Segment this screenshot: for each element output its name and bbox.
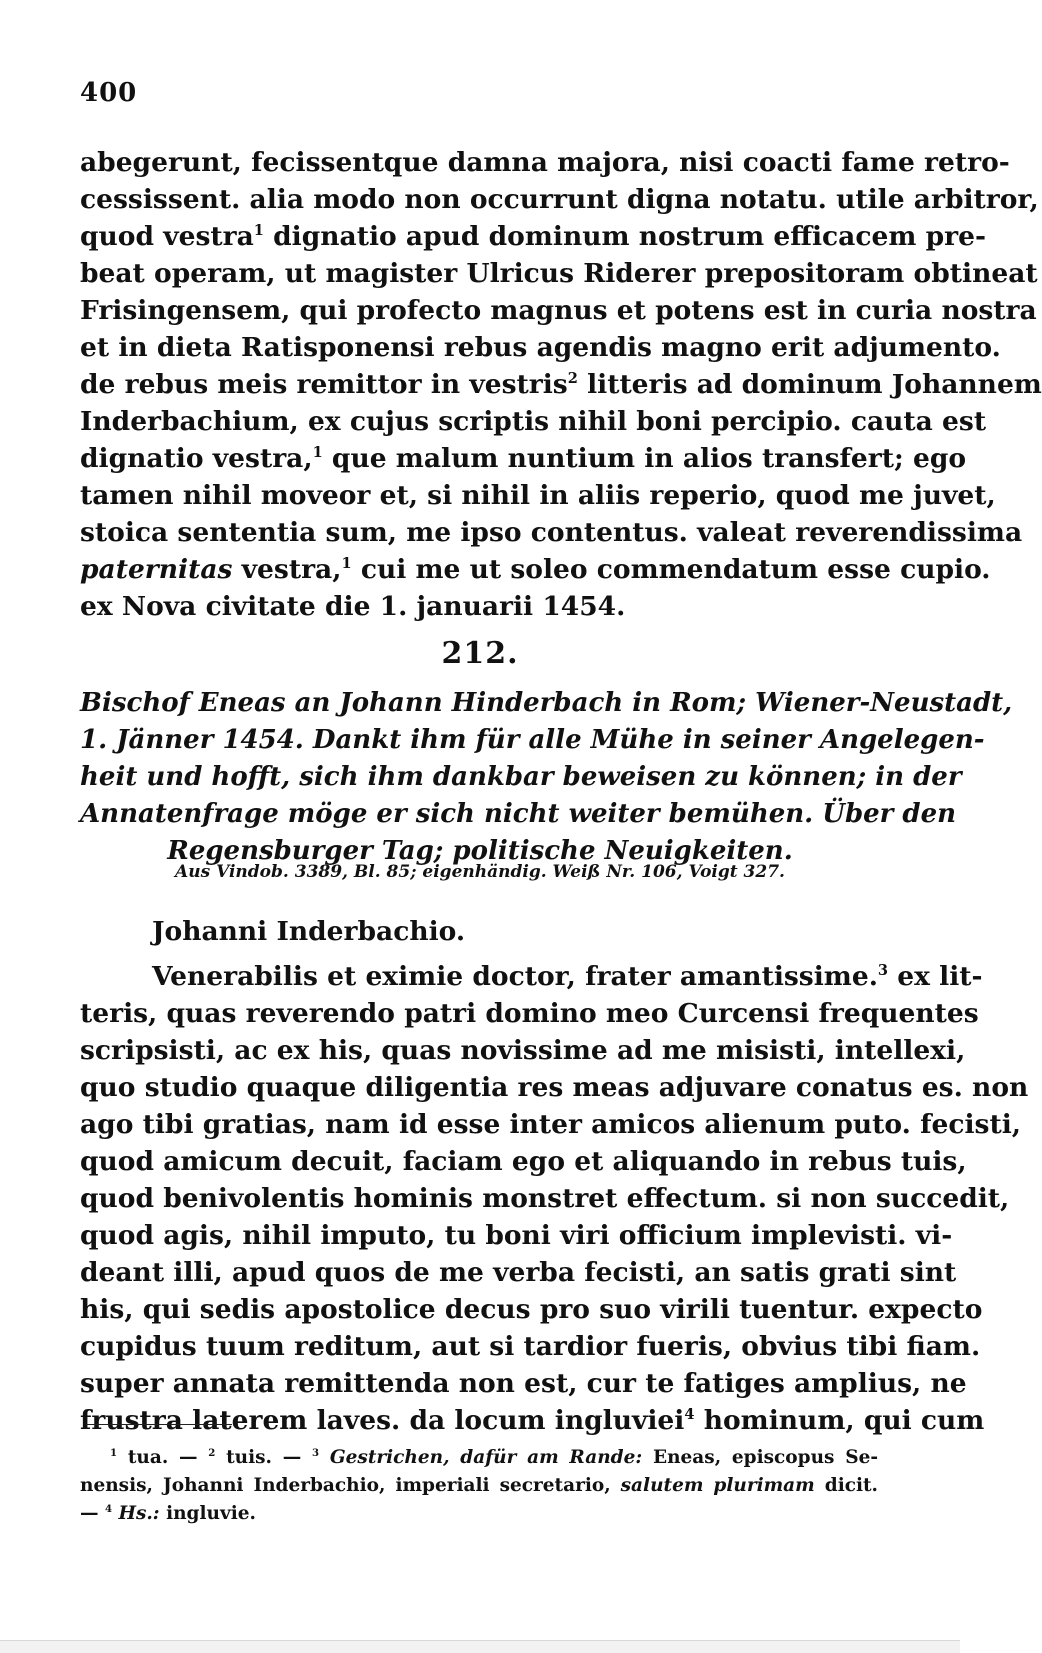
text-line: his, qui sedis apostolice decus pro suo virili tuentur. expecto	[80, 1294, 983, 1325]
text-line: stoica sententia sum, me ipso contentus. valeat reverendissima	[80, 517, 1023, 548]
text-line: ex Nova civitate die 1. januarii 1454.	[80, 591, 626, 622]
text-line: ago tibi gratias, nam id esse inter amicos alienum puto. fecisti,	[80, 1109, 1021, 1140]
footnote-ref: 4	[684, 1405, 695, 1423]
regest-line: heit und hofft, sich ihm dankbar beweisen zu können; in der	[80, 762, 962, 792]
text-line: cupidus tuum reditum, aut si tardior fueris, obvius tibi fiam.	[80, 1331, 981, 1362]
text-line: quod amicum decuit, faciam ego et aliquando in rebus tuis,	[80, 1146, 967, 1177]
regest-line: 1. Jänner 1454. Dankt ihm für alle Mühe in seiner Angelegen-	[80, 725, 985, 755]
page-bottom-edge	[0, 1640, 960, 1653]
footnote-rule	[86, 1424, 232, 1425]
regest-line: Bischof Eneas an Johann Hinderbach in Rom; Wiener-Neustadt,	[80, 688, 1013, 718]
salutation: Johanni Inderbachio.	[152, 916, 466, 947]
text-line: tamen nihil moveor et, si nihil in aliis reperio, quod me juvet,	[80, 480, 996, 511]
text-line: quod benivolentis hominis monstret effectum. si non succedit,	[80, 1183, 1010, 1214]
text-line: frustra laterem laves. da locum ingluviei$^4$ hominum, qui cum	[80, 1405, 985, 1436]
text-line: quod agis, nihil imputo, tu boni viri officium implevisti. vi-	[80, 1220, 953, 1251]
text-line: Frisingensem, qui profecto magnus et potens est in curia nostra	[80, 295, 1037, 326]
page-number: 400	[80, 78, 138, 108]
footnote-ref: 1	[312, 443, 323, 461]
source-note: Aus Vindob. 3389, Bl. 85; eigenhändig. Weiß Nr. 106, Voigt 327.	[175, 862, 785, 882]
text-line: paternitas vestra,$^1$ cui me ut soleo commendatum esse cupio.	[80, 554, 991, 585]
text-line: cessissent. alia modo non occurrunt digna notatu. utile arbitror,	[80, 184, 1039, 215]
footnote-ref: 2	[567, 369, 578, 387]
footnote-line: — $^4$ Hs.: ingluvie.	[80, 1502, 256, 1524]
footnote-ref: 1	[341, 554, 352, 572]
text-line: quo studio quaque diligentia res meas adjuvare conatus es. non	[80, 1072, 1029, 1103]
letter-number: 212.	[441, 636, 519, 671]
text-line: abegerunt, fecissentque damna majora, nisi coacti fame retro-	[80, 147, 1010, 178]
text-line: de rebus meis remittor in vestris$^2$ litteris ad dominum Johannem	[80, 369, 1042, 400]
text-line: quod vestra$^1$ dignatio apud dominum nostrum efficacem pre-	[80, 221, 986, 252]
text-line: scripsisti, ac ex his, quas novissime ad me misisti, intellexi,	[80, 1035, 966, 1066]
text-line: deant illi, apud quos de me verba fecisti, an satis grati sint	[80, 1257, 957, 1288]
regest-line: Regensburger Tag; politische Neuigkeiten.	[167, 836, 793, 866]
text-line: dignatio vestra,$^1$ que malum nuntium in alios transfert; ego	[80, 443, 967, 474]
text-line: et in dieta Ratisponensi rebus agendis magno erit adjumento.	[80, 332, 1001, 363]
regest-line: Annatenfrage möge er sich nicht weiter bemühen. Über den	[80, 799, 957, 829]
footnote-line: $^1$ tua. — $^2$ tuis. — $^3$ Gestrichen, dafür am Rande: Eneas, episcopus Se-	[110, 1446, 879, 1468]
footnote-ref: 3	[877, 961, 889, 979]
footnote-line: nensis, Johanni Inderbachio, imperiali secretario, salutem plurimam dicit.	[80, 1475, 878, 1496]
text-line: Venerabilis et eximie doctor, frater amantissime.$^3$ ex lit-	[152, 961, 983, 992]
text-line: teris, quas reverendo patri domino meo Curcensi frequentes	[80, 998, 979, 1029]
text-line: super annata remittenda non est, cur te fatiges amplius, ne	[80, 1368, 967, 1399]
text-line: beat operam, ut magister Ulricus Riderer prepositoram obtineat	[80, 258, 1038, 289]
text-line: Inderbachium, ex cujus scriptis nihil boni percipio. cauta est	[80, 406, 987, 437]
footnote-ref: 1	[253, 221, 264, 239]
